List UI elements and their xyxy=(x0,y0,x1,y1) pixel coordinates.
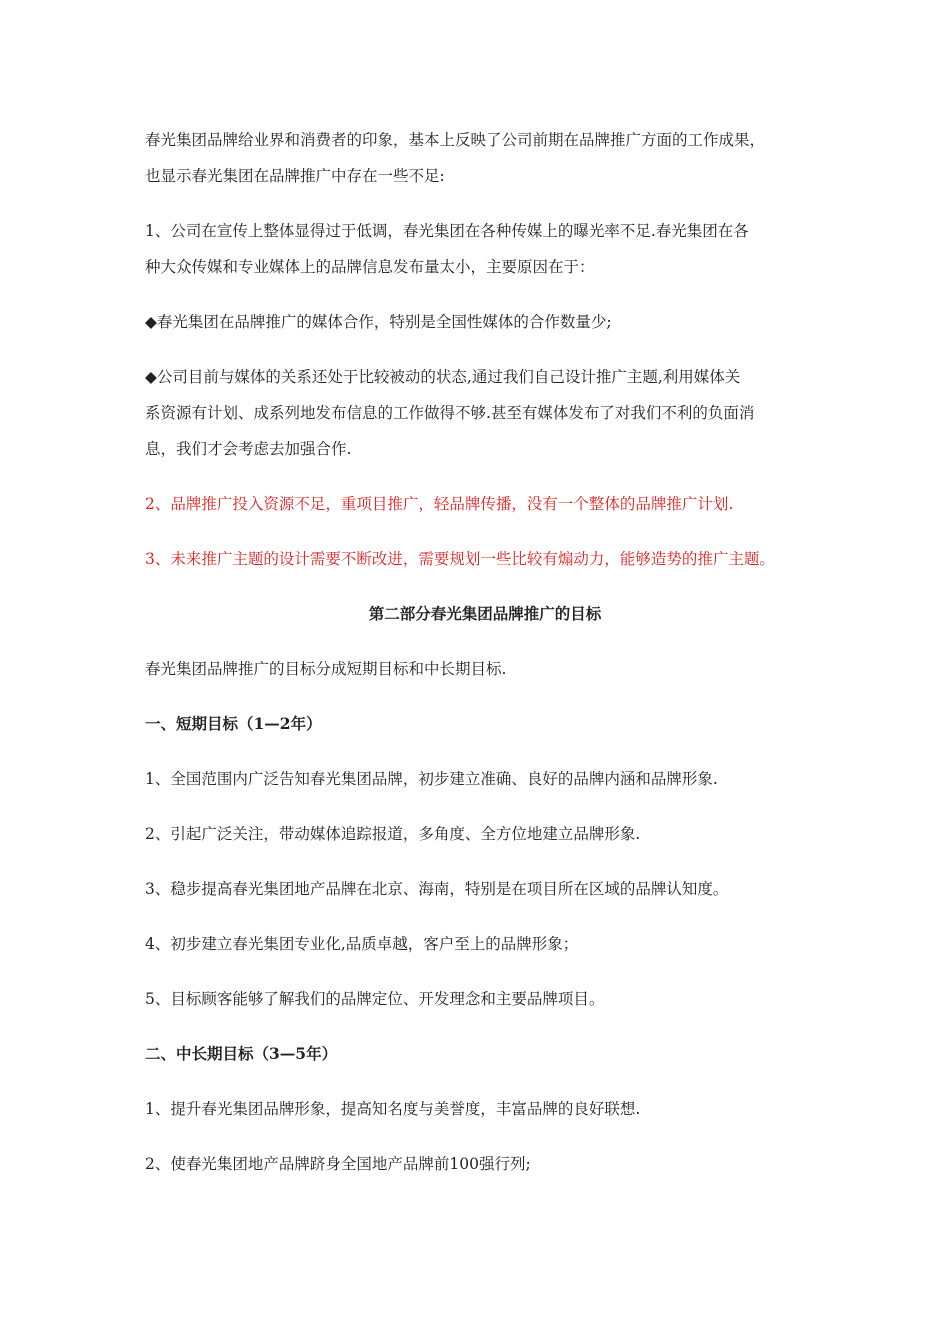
short-term-heading: 一、短期目标（1—2年） xyxy=(145,714,322,733)
document-page xyxy=(145,122,825,1201)
short-term-item-2: 2、引起广泛关注，带动媒体追踪报道，多角度、全方位地建立品牌形象. xyxy=(145,825,641,843)
long-term-item-1: 1、提升春光集团品牌形象，提高知名度与美誉度，丰富品牌的良好联想. xyxy=(145,1100,641,1118)
issue-1-line-1: 1、公司在宣传上整体显得过于低调，春光集团在各种传媒上的曝光率不足.春光集团在各 xyxy=(145,222,749,240)
bullet-2-line-1: ◆公司目前与媒体的关系还处于比较被动的状态,通过我们自己设计推广主题,利用媒体关 xyxy=(145,368,741,386)
intro-paragraph xyxy=(145,122,825,194)
bullet-2-line-2: 系资源有计划、成系列地发布信息的工作做得不够.甚至有媒体发布了对我们不利的负面消 xyxy=(145,404,755,422)
issue-1-paragraph xyxy=(145,213,825,285)
short-term-item-1: 1、全国范围内广泛告知春光集团品牌，初步建立准确、良好的品牌内涵和品牌形象. xyxy=(145,770,718,788)
section-title: 第二部分春光集团品牌推广的目标 xyxy=(368,604,602,623)
short-term-item-5: 5、目标顾客能够了解我们的品牌定位、开发理念和主要品牌项目。 xyxy=(145,990,605,1008)
issue-1-line-2: 种大众传媒和专业媒体上的品牌信息发布量太小，主要原因在于： xyxy=(145,258,595,276)
long-term-heading: 二、中长期目标（3—5年） xyxy=(145,1044,338,1063)
issue-3-paragraph: 3、未来推广主题的设计需要不断改进，需要规划一些比较有煽动力，能够造势的推广主题。 xyxy=(145,550,775,568)
short-term-item-3: 3、稳步提高春光集团地产品牌在北京、海南，特别是在项目所在区域的品牌认知度。 xyxy=(145,880,729,898)
short-term-item-4: 4、初步建立春光集团专业化,品质卓越，客户至上的品牌形象； xyxy=(145,935,579,953)
issue-2-paragraph: 2、品牌推广投入资源不足，重项目推广，轻品牌传播，没有一个整体的品牌推广计划. xyxy=(145,495,734,513)
bullet-2-paragraph xyxy=(145,359,825,467)
intro-line-2: 也显示春光集团在品牌推广中存在一些不足: xyxy=(145,167,445,185)
bullet-2-line-3: 息，我们才会考虑去加强合作. xyxy=(145,440,352,458)
section-intro: 春光集团品牌推广的目标分成短期目标和中长期目标. xyxy=(145,660,507,678)
intro-line-1: 春光集团品牌给业界和消费者的印象，基本上反映了公司前期在品牌推广方面的工作成果， xyxy=(145,131,766,149)
bullet-1-paragraph: ◆春光集团在品牌推广的媒体合作，特别是全国性媒体的合作数量少; xyxy=(145,313,612,331)
long-term-item-2: 2、使春光集团地产品牌跻身全国地产品牌前100强行列; xyxy=(145,1155,531,1173)
